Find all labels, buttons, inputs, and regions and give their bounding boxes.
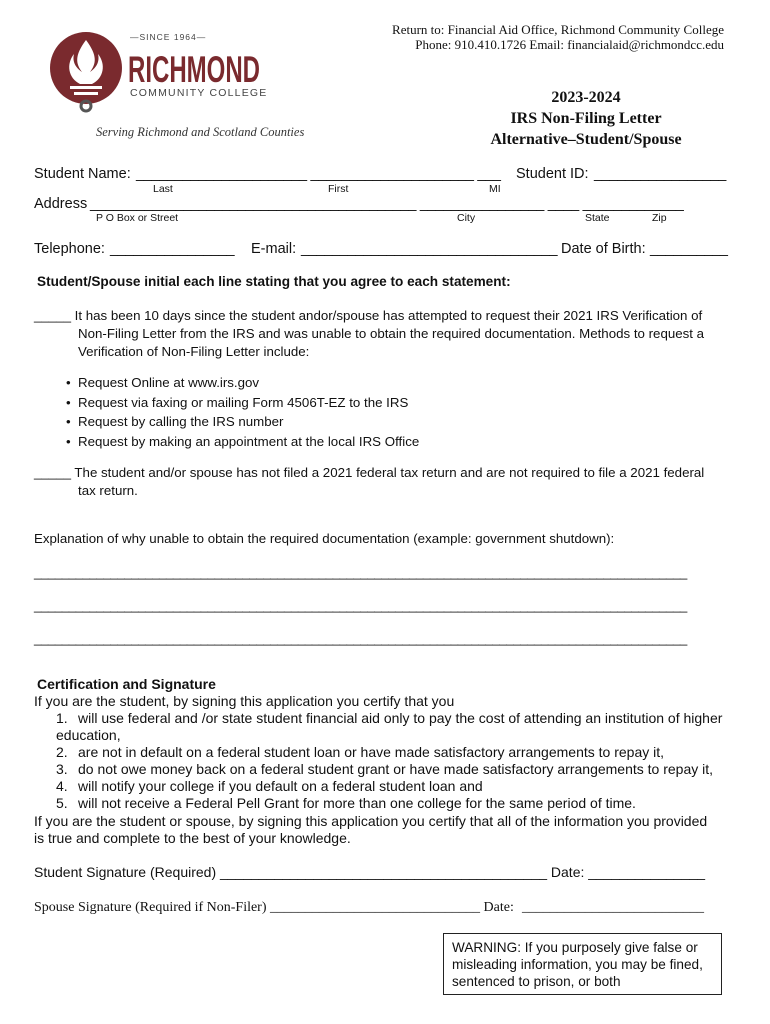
statement-2-line-1[interactable]: _____ The student and/or spouse has not filed a 2021 federal tax return and are not required to file a 2021 federal [34,465,705,480]
statement-2-line-2: tax return. [78,483,138,498]
explanation-line-1[interactable]: ______________________________________________________________________________________________ [34,565,687,580]
student-id-field[interactable]: _________________ [594,166,726,182]
certification-intro: If you are the student, by signing this application you certify that you [34,693,455,709]
form-title: IRS Non-Filing Letter [510,110,662,127]
sublabel-first: First [328,183,349,195]
statement-1-line-2: Non-Filing Letter from the IRS and was unable to obtain the required documentation. Methods to request a [78,326,705,341]
list-item: • Request by calling the IRS number [66,414,284,429]
explanation-line-2[interactable]: ______________________________________________________________________________________________ [34,598,687,613]
list-item: • Request by making an appointment at the local IRS Office [66,433,420,449]
list-item: • Request via faxing or mailing Form 4506T-EZ to the IRS [66,394,409,410]
student-name-label: Student Name: [34,166,131,182]
explanation-line-3[interactable]: ______________________________________________________________________________________________ [34,631,687,646]
logo-name: RICHMOND [128,49,260,90]
contact-text: Phone: 910.410.1726 Email: financialaid@richmondcc.edu [415,37,724,52]
email-label: E-mail: [251,241,297,257]
spouse-signature-line[interactable]: Spouse Signature (Required if Non-Filer) ______________________________ Date: [34,900,514,915]
certification-closing-1: If you are the student or spouse, by signing this application you certify that all of the information you provided [34,813,708,829]
sublabel-po-box: P O Box or Street [96,212,179,224]
email-field[interactable]: _________________________________ [301,241,558,257]
list-item: 3. do not owe money back on a federal student grant or have made satisfactory arrangements to repay it, [56,761,714,777]
list-item: education, [56,727,121,743]
warning-box [443,933,722,995]
certification-title: Certification and Signature [37,676,216,692]
return-to-text: Return to: Financial Aid Office, Richmond Community College [392,22,724,37]
richmond-cc-logo [46,26,266,118]
statement-1-line-3: Verification of Non-Filing Letter include: [78,344,310,359]
tagline: Serving Richmond and Scotland Counties [96,125,305,139]
telephone-field[interactable]: ________________ [110,241,235,257]
sublabel-zip: Zip [652,212,667,224]
dob-field[interactable]: __________ [650,241,728,257]
sublabel-mi: MI [489,183,501,195]
dob-label: Date of Birth: [561,241,646,257]
address-label: Address [34,196,88,212]
list-item: 2. are not in default on a federal student loan or have made satisfactory arrangements to repay it, [56,744,665,760]
student-signature-line[interactable]: Student Signature (Required) __________________________________________ Date: _______________ [34,864,706,880]
list-item: 1. will use federal and /or state student financial aid only to pay the cost of attending an institution of higher [56,710,723,726]
form-subtitle: Alternative–Student/Spouse [490,131,682,148]
logo-since: —SINCE 1964— [130,32,207,42]
logo-sub: COMMUNITY COLLEGE [130,87,268,99]
warning-text: WARNING: If you purposely give false or misleading information, you may be fined, sentenced to prison, or both [452,940,703,989]
sublabel-state: State [585,212,610,224]
sublabel-last: Last [153,183,173,195]
explanation-label: Explanation of why unable to obtain the required documentation (example: government shutdown): [34,531,615,546]
telephone-label: Telephone: [34,241,105,257]
instructions-heading: Student/Spouse initial each line stating that you agree to each statement: [37,274,511,289]
methods-list [66,373,419,451]
list-item: 4. will notify your college if you default on a federal student loan and [56,778,483,794]
list-item: 5. will not receive a Federal Pell Grant for more than one college for the same period of time. [56,795,636,811]
form-year: 2023-2024 [551,89,621,106]
student-id-label: Student ID: [516,166,589,182]
address-field[interactable]: __________________________________________ ________________ ____ _____________ [90,196,684,212]
certification-closing-2: is true and complete to the best of your knowledge. [34,830,351,846]
statement-1-line-1[interactable]: _____ It has been 10 days since the student andor/spouse has attempted to request their 2021 IRS Verification of [34,308,703,323]
spouse-date-line[interactable]: __________________________ [522,900,704,915]
certification-list [56,710,722,812]
student-name-field[interactable]: ______________________ _____________________ ___ [136,166,501,182]
list-item: • Request Online at www.irs.gov [66,375,260,390]
sublabel-city: City [457,212,476,224]
gear-icon [81,101,91,111]
